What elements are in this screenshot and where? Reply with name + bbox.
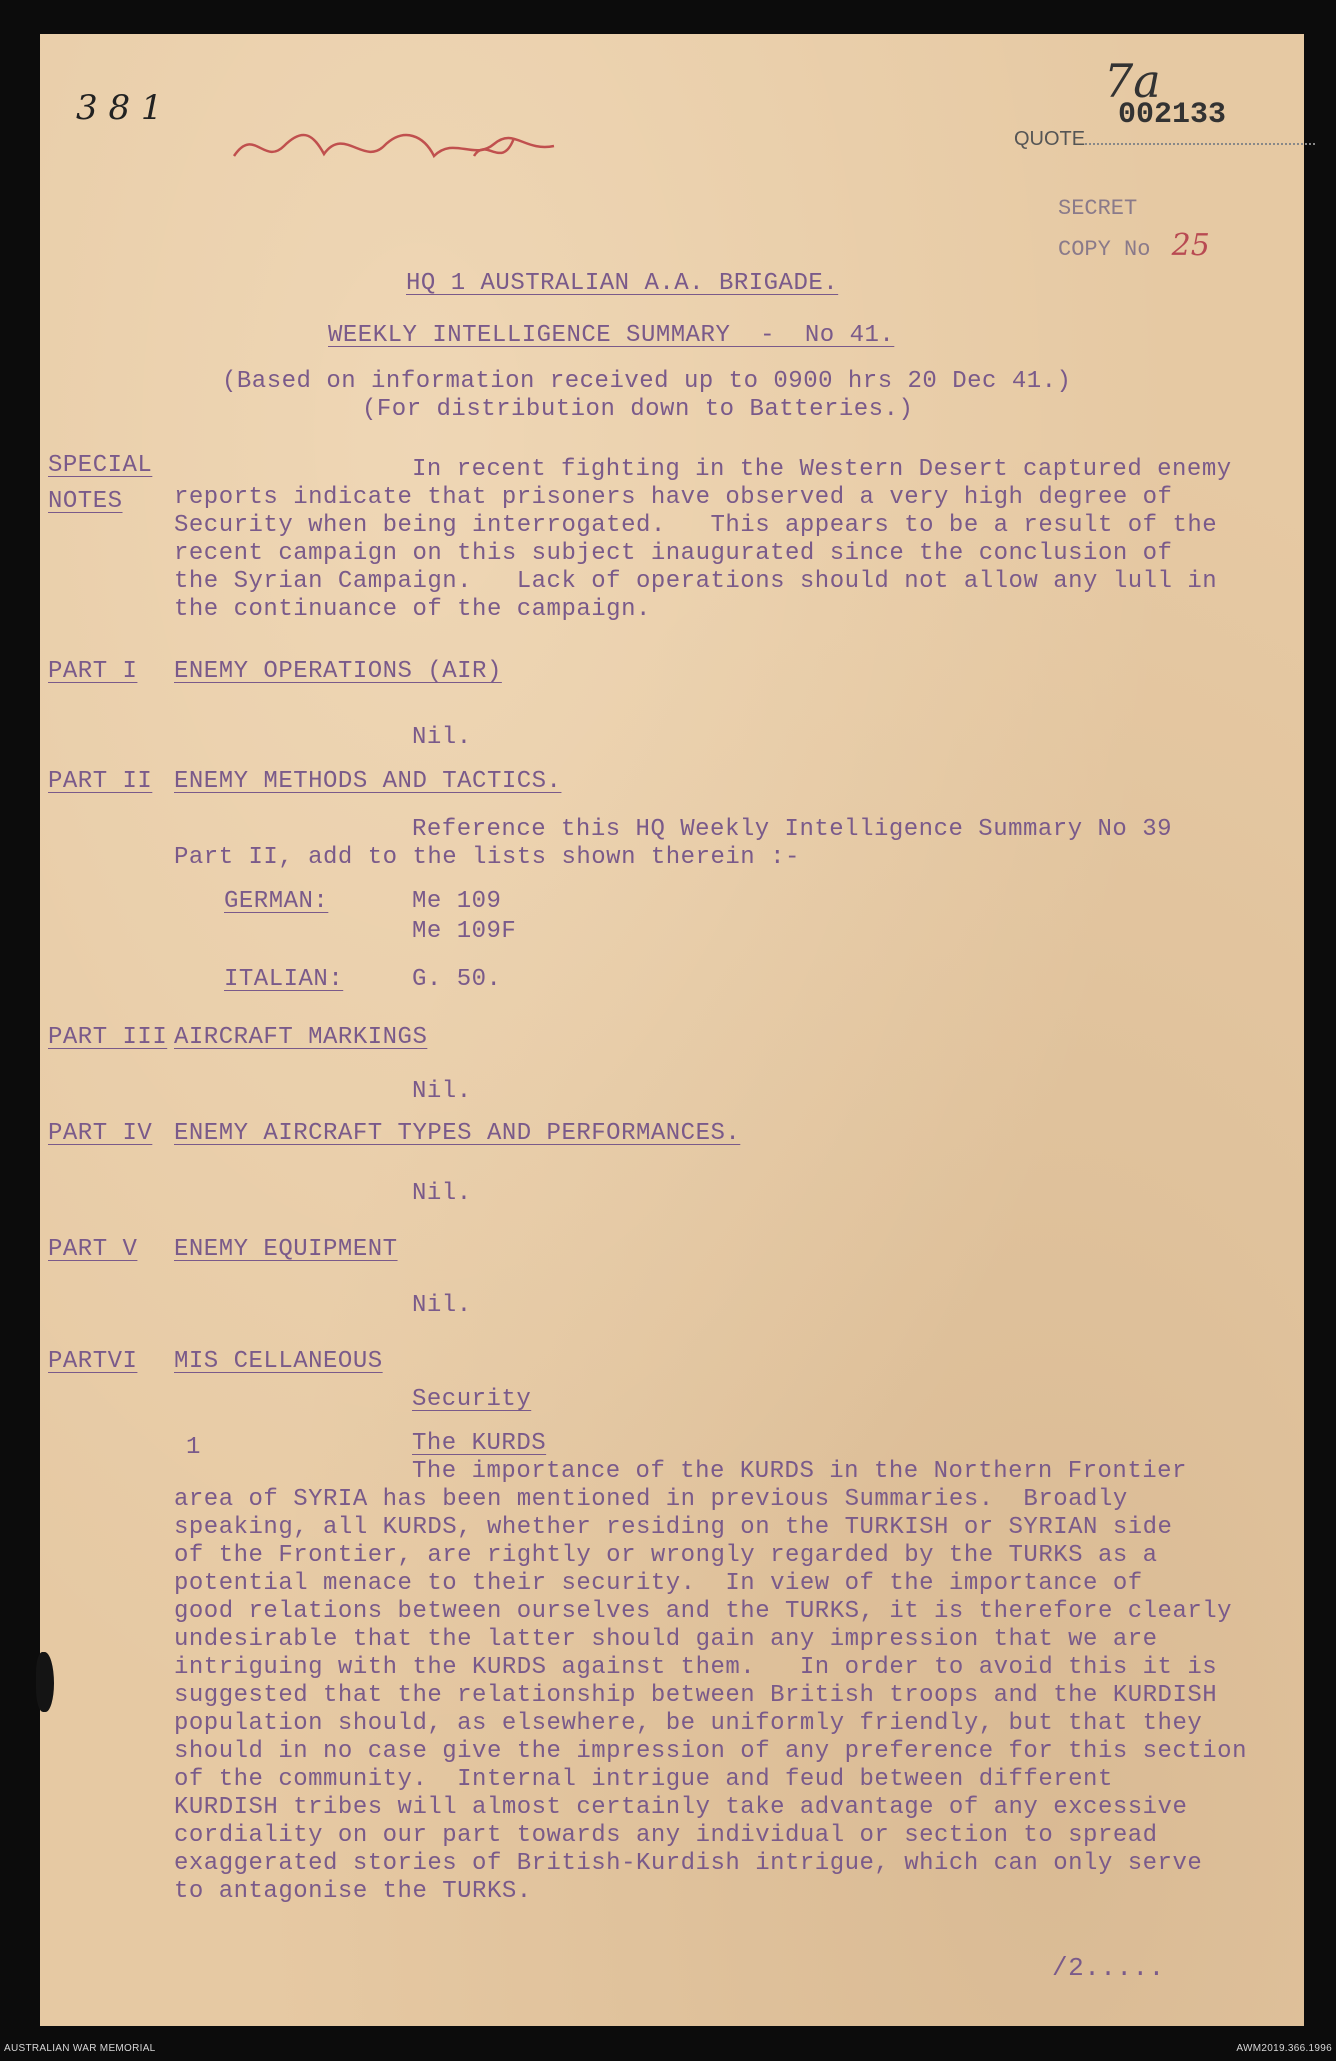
part-1-body: Nil. [412, 724, 472, 751]
kurds-line: The importance of the KURDS in the Northern Frontier [412, 1458, 1187, 1485]
part-2-line: Part II, add to the lists shown therein :- [174, 844, 800, 871]
part-6-title: MIS CELLANEOUS [174, 1348, 383, 1375]
ref-handwritten: 7a [1104, 54, 1161, 108]
part-5-label: PART V [48, 1236, 138, 1263]
special-notes-line: Security when being interrogated. This appears to be a result of the [174, 512, 1218, 539]
ink-blot [36, 1652, 54, 1712]
part-5-title: ENEMY EQUIPMENT [174, 1236, 398, 1263]
quote-field [1014, 128, 1315, 151]
special-notes-line: reports indicate that prisoners have observed a very high degree of [174, 484, 1173, 511]
quote-label: QUOTE [1014, 128, 1086, 150]
handwritten-signature [224, 116, 564, 181]
footer-accession: AWM2019.366.1996 [1236, 2043, 1332, 2054]
part-6-label: PARTVI [48, 1348, 138, 1375]
part-2-title: ENEMY METHODS AND TACTICS. [174, 768, 562, 795]
part-4-title: ENEMY AIRCRAFT TYPES AND PERFORMANCES. [174, 1120, 741, 1147]
kurds-line: should in no case give the impression of any preference for this section [174, 1738, 1247, 1765]
part-1-label: PART I [48, 658, 138, 685]
special-notes-label-1: SPECIAL [48, 452, 153, 479]
part-5-body: Nil. [412, 1292, 472, 1319]
summary-title: WEEKLY INTELLIGENCE SUMMARY - No 41. [328, 322, 895, 349]
italian-label: ITALIAN: [224, 966, 344, 993]
kurds-line: KURDISH tribes will almost certainly take advantage of any excessive [174, 1794, 1188, 1821]
german-aircraft: Me 109 [412, 888, 502, 915]
special-notes-line: the Syrian Campaign. Lack of operations should not allow any lull in [174, 568, 1218, 595]
kurds-line: undesirable that the latter should gain any impression that we are [174, 1626, 1158, 1653]
page-continuation: /2..... [1052, 1953, 1165, 1983]
ref-number: 002133 [1118, 98, 1227, 132]
special-notes-label-2: NOTES [48, 488, 123, 515]
item-number: 1 [186, 1434, 201, 1461]
kurds-line: population should, as elsewhere, be uniformly friendly, but that they [174, 1710, 1203, 1737]
distribution-note: (For distribution down to Batteries.) [362, 396, 914, 423]
kurds-line: area of SYRIA has been mentioned in previous Summaries. Broadly [174, 1486, 1128, 1513]
part-3-label: PART III [48, 1024, 168, 1051]
kurds-line: intriguing with the KURDS against them. In order to avoid this it is [174, 1654, 1218, 1681]
unit-heading: HQ 1 AUSTRALIAN A.A. BRIGADE. [406, 270, 839, 297]
special-notes-line: the continuance of the campaign. [174, 596, 651, 623]
section-heading: Security [412, 1386, 532, 1413]
footer-institution: AUSTRALIAN WAR MEMORIAL [4, 2043, 156, 2054]
german-aircraft: Me 109F [412, 918, 517, 945]
copy-label: COPY No [1058, 237, 1151, 262]
kurds-line: potential menace to their security. In view of the importance of [174, 1570, 1143, 1597]
part-3-title: AIRCRAFT MARKINGS [174, 1024, 428, 1051]
kurds-line: good relations between ourselves and the TURKS, it is therefore clearly [174, 1598, 1233, 1625]
kurds-line: suggested that the relationship between British troops and the KURDISH [174, 1682, 1218, 1709]
part-2-line: Reference this HQ Weekly Intelligence Summary No 39 [412, 816, 1173, 843]
copy-number: 25 [1171, 228, 1210, 263]
german-label: GERMAN: [224, 888, 329, 915]
basis-note: (Based on information received up to 0900 hrs 20 Dec 41.) [222, 368, 1072, 395]
kurds-line: cordiality on our part towards any individual or section to spread [174, 1822, 1158, 1849]
item-title: The KURDS [412, 1430, 547, 1457]
special-notes-line: In recent fighting in the Western Desert captured enemy [412, 456, 1232, 483]
italian-aircraft: G. 50. [412, 966, 502, 993]
kurds-line: of the community. Internal intrigue and feud between different [174, 1766, 1113, 1793]
kurds-line: of the Frontier, are rightly or wrongly regarded by the TURKS as a [174, 1542, 1158, 1569]
kurds-line: speaking, all KURDS, whether residing on the TURKISH or SYRIAN side [174, 1514, 1173, 1541]
special-notes-line: recent campaign on this subject inaugurated since the conclusion of [174, 540, 1173, 567]
part-1-title: ENEMY OPERATIONS (AIR) [174, 658, 502, 685]
top-left-marks: 3 8 1 [76, 88, 163, 128]
part-2-label: PART II [48, 768, 153, 795]
kurds-line: exaggerated stories of British-Kurdish intrigue, which can only serve [174, 1850, 1203, 1877]
kurds-line: to antagonise the TURKS. [174, 1878, 532, 1905]
part-3-body: Nil. [412, 1078, 472, 1105]
secret-label: SECRET [1058, 196, 1138, 221]
part-4-body: Nil. [412, 1180, 472, 1207]
copy-field [1058, 228, 1210, 263]
part-4-label: PART IV [48, 1120, 153, 1147]
